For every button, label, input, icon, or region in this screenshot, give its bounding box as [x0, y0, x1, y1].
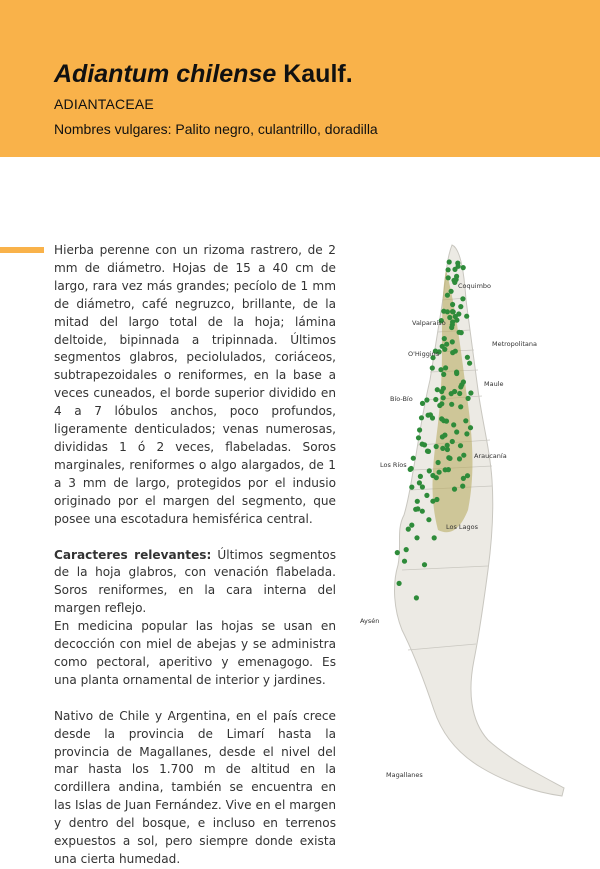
record-dot — [427, 468, 432, 473]
record-dot — [408, 467, 413, 472]
record-dot — [451, 309, 456, 314]
record-dot — [461, 476, 466, 481]
record-dot — [443, 467, 448, 472]
record-dot — [449, 402, 454, 407]
record-dot — [451, 422, 456, 427]
record-dot — [430, 415, 435, 420]
record-dot — [447, 259, 452, 264]
region-label-maule: Maule — [484, 380, 504, 388]
record-dot — [420, 484, 425, 489]
record-dot — [443, 365, 448, 370]
record-dot — [439, 401, 444, 406]
region-label-valparaiso: Valparaíso — [412, 319, 446, 327]
record-dot — [454, 429, 459, 434]
record-dot — [450, 339, 455, 344]
record-dot — [450, 439, 455, 444]
record-dot — [402, 559, 407, 564]
record-dot — [415, 499, 420, 504]
record-dot — [404, 547, 409, 552]
record-dot — [464, 431, 469, 436]
region-label-loslagos: Los Lagos — [446, 523, 479, 531]
record-dot — [465, 355, 470, 360]
header-band — [0, 0, 600, 157]
region-label-aysen: Aysén — [360, 617, 380, 625]
text-column — [54, 242, 336, 869]
record-dot — [422, 442, 427, 447]
record-dot — [452, 487, 457, 492]
record-dot — [440, 344, 445, 349]
record-dot — [395, 550, 400, 555]
record-dot — [458, 443, 463, 448]
record-dot — [452, 389, 457, 394]
record-dot — [463, 418, 468, 423]
record-dot — [420, 509, 425, 514]
relevant-text: Últimos segmentos de la hoja glabros, con venación flabelada. Soros reniformes, en la cara interna del margen reflejo. — [54, 547, 336, 616]
region-label-magallanes: Magallanes — [386, 771, 423, 779]
record-dot — [460, 484, 465, 489]
record-dot — [442, 433, 447, 438]
region-label-ohiggins: O'Higgins — [408, 350, 440, 358]
record-dot — [432, 535, 437, 540]
scientific-name: Adiantum chilense — [54, 60, 277, 88]
record-dot — [424, 493, 429, 498]
record-dot — [430, 365, 435, 370]
record-dot — [430, 499, 435, 504]
record-dot — [459, 382, 464, 387]
record-dot — [397, 581, 402, 586]
record-dot — [426, 413, 431, 418]
record-dot — [444, 342, 449, 347]
record-dot — [434, 475, 439, 480]
record-dot — [464, 314, 469, 319]
record-dot — [417, 427, 422, 432]
record-dot — [420, 401, 425, 406]
distribution-paragraph: Nativo de Chile y Argentina, en el país crece desde la provincia de Limarí hasta la provincia de Magallanes, desde el nivel del mar hasta los 1.700 m de altitud en la cordillera andina, también se encuentra en las Islas de Juan Fernández. Vive en el margen y dentro del bosque, e incluso en terrenos expuestos a sol, pero siempre donde exista una cierta humedad. — [54, 708, 336, 866]
record-dot — [437, 470, 442, 475]
record-dot — [468, 390, 473, 395]
record-dot — [406, 527, 411, 532]
record-dot — [450, 350, 455, 355]
record-dot — [447, 315, 452, 320]
record-dot — [426, 449, 431, 454]
record-dot — [456, 264, 461, 269]
record-dot — [449, 289, 454, 294]
record-dot — [418, 474, 423, 479]
record-dot — [424, 397, 429, 402]
record-dot — [414, 535, 419, 540]
uses-paragraph: En medicina popular las hojas se usan en decocción con miel de abejas y se administra como pectoral, aperitivo y emenagogo. Es una planta ornamental de interior y jardines. — [54, 619, 336, 687]
record-dot — [457, 330, 462, 335]
region-label-araucania: Araucanía — [474, 452, 507, 460]
record-dot — [438, 367, 443, 372]
record-dot — [457, 391, 462, 396]
record-dot — [409, 485, 414, 490]
accent-bar — [0, 247, 44, 253]
map-land — [395, 245, 564, 796]
record-dot — [445, 447, 450, 452]
record-dot — [458, 404, 463, 409]
record-dot — [450, 302, 455, 307]
record-dot — [466, 396, 471, 401]
record-dot — [426, 517, 431, 522]
record-dot — [450, 319, 455, 324]
region-label-metropolitana: Metropolitana — [492, 340, 538, 348]
common-names: Nombres vulgares: Palito negro, culantrillo, doradilla — [54, 121, 378, 137]
species-title — [54, 60, 353, 89]
record-dot — [434, 444, 439, 449]
record-dot — [442, 336, 447, 341]
record-dot — [461, 453, 466, 458]
record-dot — [441, 372, 446, 377]
record-dot — [467, 361, 472, 366]
record-dot — [414, 595, 419, 600]
record-dot — [411, 456, 416, 461]
relevant-paragraph — [54, 547, 336, 619]
record-dot — [446, 275, 451, 280]
record-dot — [468, 425, 473, 430]
record-dot — [444, 419, 449, 424]
region-label-biobio: Bío-Bío — [390, 395, 413, 403]
record-dot — [440, 446, 445, 451]
record-dot — [460, 296, 465, 301]
record-dot — [457, 456, 462, 461]
description-paragraph: Hierba perenne con un rizoma rastrero, de 2 mm de diámetro. Hojas de 15 a 40 cm de largo, rara vez más grandes; pecíolo de 1 mm de diámetro, café negruzco, brillante, de la mitad del largo total de la hoja; lámina deltoide, bipinnada a tripinnada. Últimos segmentos glabros, peciolulados, coriáceos, subtrapezoidales o reniformes, en la base a veces cuneados, el borde superior dividido en 4 a 7 lóbulos anchos, poco profundos, ligeramente denticulados; venas numerosas, divididas 1 ó 2 veces, flabeladas. Soros marginales, reniformes o algo alargados, de 1 a 3 mm de largo, protegidos por el indusio originado por el margen del segmento, que posee una escotadura hemisférica central. — [54, 243, 336, 526]
relevant-label: Caracteres relevantes: — [54, 547, 212, 562]
record-dot — [441, 395, 446, 400]
record-dot — [433, 397, 438, 402]
record-dot — [461, 265, 466, 270]
region-label-losrios: Los Ríos — [380, 461, 407, 469]
record-dot — [416, 435, 421, 440]
record-dot — [439, 389, 444, 394]
record-dot — [422, 562, 427, 567]
family-name: ADIANTACEAE — [54, 96, 154, 112]
record-dot — [436, 460, 441, 465]
record-dot — [439, 416, 444, 421]
record-dot — [445, 293, 450, 298]
record-dot — [445, 309, 450, 314]
record-dot — [413, 507, 418, 512]
record-dot — [409, 523, 414, 528]
distribution-map — [342, 240, 600, 800]
record-dot — [446, 267, 451, 272]
author-name: Kaulf. — [283, 60, 353, 88]
record-dot — [447, 456, 452, 461]
region-label-coquimbo: Coquimbo — [458, 282, 492, 290]
record-dot — [454, 371, 459, 376]
record-dot — [419, 415, 424, 420]
record-dot — [458, 304, 463, 309]
